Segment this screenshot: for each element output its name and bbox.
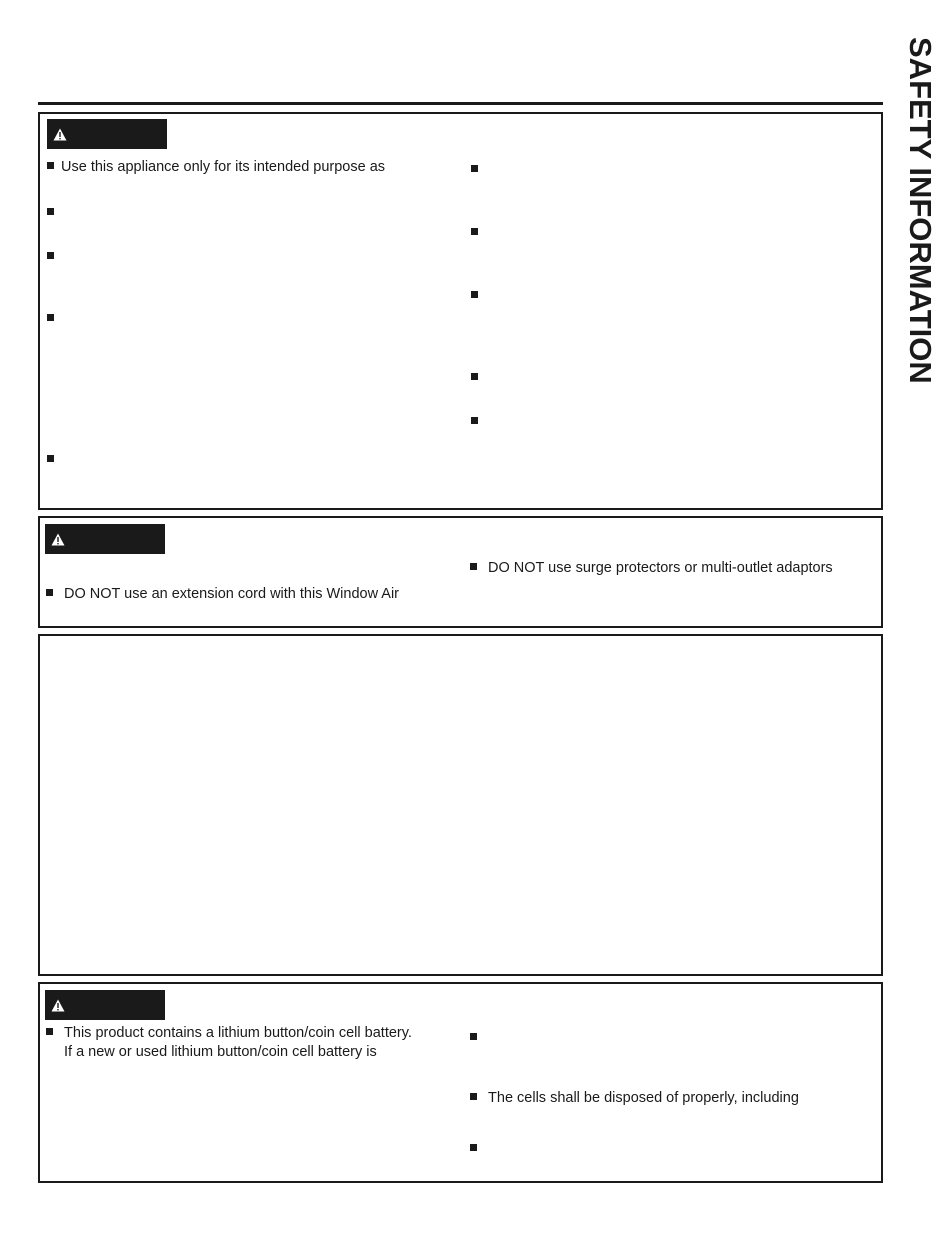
list-item: [47, 158, 385, 177]
list-item: [46, 585, 399, 604]
warning-badge-2: [45, 524, 165, 554]
item-text: Use this appliance only for its intended purpose as: [61, 159, 386, 175]
list-item: [470, 1089, 799, 1108]
warning-box-2: [38, 516, 883, 628]
item-text: If a new or used lithium button/coin cell battery is: [64, 1044, 377, 1060]
bullet: [470, 563, 477, 570]
item-text: The cells shall be disposed of properly, including: [488, 1090, 799, 1106]
bullet: [47, 314, 54, 321]
bullet: [471, 165, 478, 172]
bullet: [471, 291, 478, 298]
bullet: [470, 1144, 477, 1151]
item-text: This product contains a lithium button/coin cell battery.: [64, 1025, 412, 1041]
bullet: [47, 455, 54, 462]
warning-box-1: [38, 112, 883, 510]
bullet: [47, 252, 54, 259]
list-item-continuation: [64, 1043, 377, 1062]
info-box-3: [38, 634, 883, 976]
warning-triangle-icon: [51, 999, 65, 1012]
list-item: [46, 1024, 412, 1043]
bullet: [471, 417, 478, 424]
bullet: [471, 373, 478, 380]
bullet: [470, 1093, 477, 1100]
item-text: DO NOT use surge protectors or multi-outlet adaptors: [488, 560, 833, 576]
bullet: [46, 589, 53, 596]
warning-badge-4: [45, 990, 165, 1020]
top-rule: [38, 102, 883, 105]
side-title: SAFETY INFORMATION: [903, 37, 938, 384]
bullet: [470, 1033, 477, 1040]
item-text: DO NOT use an extension cord with this Window Air: [64, 586, 400, 602]
bullet: [47, 162, 54, 169]
bullet: [46, 1028, 53, 1035]
bullet: [471, 228, 478, 235]
warning-triangle-icon: [51, 533, 65, 546]
warning-triangle-icon: [53, 128, 67, 141]
warning-box-4: [38, 982, 883, 1183]
warning-badge-1: [47, 119, 167, 149]
bullet: [47, 208, 54, 215]
list-item: [470, 559, 833, 578]
